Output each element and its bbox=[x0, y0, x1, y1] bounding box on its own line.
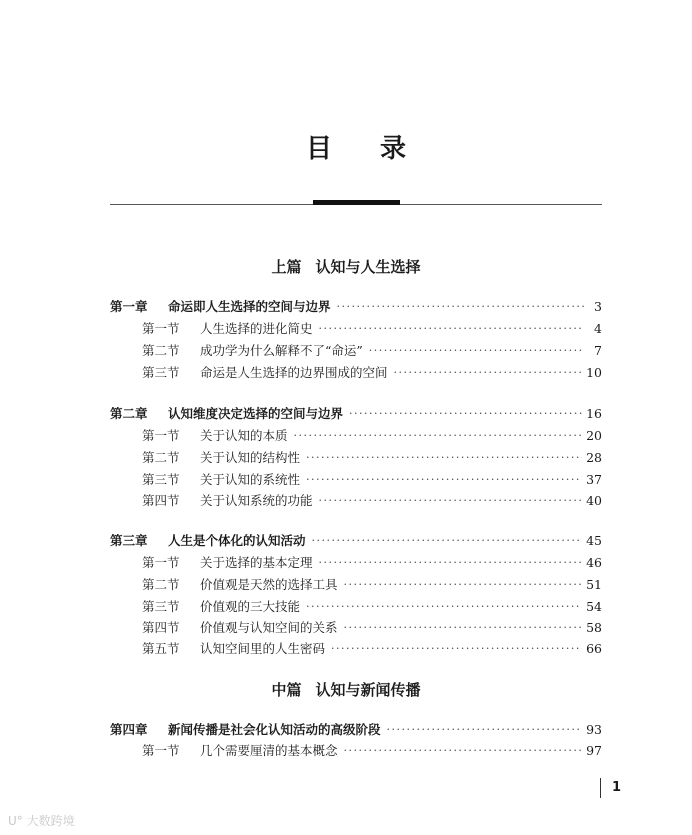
section-label: 第三节 bbox=[142, 599, 180, 614]
toc-section-entry[interactable] bbox=[110, 447, 602, 467]
dot-leader bbox=[337, 300, 584, 313]
dot-leader bbox=[312, 534, 583, 547]
section-title: 关于认知的本质 bbox=[200, 428, 288, 443]
section-title: 关于认知系统的功能 bbox=[200, 493, 313, 508]
page-ref: 28 bbox=[586, 449, 602, 465]
dot-leader bbox=[344, 744, 583, 757]
page-ref: 7 bbox=[594, 342, 602, 358]
dot-leader bbox=[319, 556, 583, 569]
heading-divider-accent bbox=[313, 200, 400, 205]
toc-heading-char-2: 录 bbox=[380, 134, 407, 164]
watermark-logo-icon: ᑌ° bbox=[8, 814, 23, 828]
section-label: 第三节 bbox=[142, 365, 180, 380]
watermark bbox=[8, 812, 75, 829]
dot-leader bbox=[349, 407, 582, 420]
toc-section-entry[interactable] bbox=[110, 552, 602, 572]
page-ref: 10 bbox=[586, 364, 602, 380]
toc-section-entry[interactable] bbox=[110, 740, 602, 760]
page-ref: 58 bbox=[586, 619, 602, 635]
dot-leader bbox=[331, 642, 582, 655]
toc-section-entry[interactable] bbox=[110, 469, 602, 489]
section-label: 第一节 bbox=[142, 555, 180, 570]
part-number: 中篇 bbox=[271, 681, 302, 699]
toc-chapter-entry[interactable] bbox=[110, 719, 602, 739]
chapter-label: 第一章 bbox=[110, 299, 148, 314]
toc-section-entry[interactable] bbox=[110, 425, 602, 445]
dot-leader bbox=[394, 366, 583, 379]
section-label: 第二节 bbox=[142, 450, 180, 465]
section-title: 人生选择的进化简史 bbox=[200, 321, 313, 336]
toc-chapter-entry[interactable] bbox=[110, 296, 602, 316]
dot-leader bbox=[306, 473, 582, 486]
page-ref: 3 bbox=[594, 298, 602, 314]
section-label: 第五节 bbox=[142, 641, 180, 656]
dot-leader bbox=[319, 322, 584, 335]
page-ref: 51 bbox=[586, 576, 602, 592]
part-title: 认知与新闻传播 bbox=[315, 681, 421, 699]
toc-section-entry[interactable] bbox=[110, 362, 602, 382]
section-title: 命运是人生选择的边界围成的空间 bbox=[200, 365, 388, 380]
section-label: 第一节 bbox=[142, 321, 180, 336]
section-title: 关于认知的结构性 bbox=[200, 450, 301, 465]
page-ref: 54 bbox=[586, 598, 602, 614]
dot-leader bbox=[344, 578, 583, 591]
section-title: 几个需要厘清的基本概念 bbox=[200, 743, 338, 758]
dot-leader bbox=[369, 344, 584, 357]
dot-leader bbox=[387, 723, 583, 736]
section-title: 成功学为什么解释不了“命运” bbox=[200, 343, 363, 358]
dot-leader bbox=[306, 451, 582, 464]
section-label: 第二节 bbox=[142, 577, 180, 592]
toc-heading-char-1: 目 bbox=[306, 134, 333, 164]
page-ref: 97 bbox=[586, 742, 602, 758]
chapter-title: 命运即人生选择的空间与边界 bbox=[168, 299, 331, 314]
section-title: 价值观与认知空间的关系 bbox=[200, 620, 338, 635]
part-heading bbox=[0, 256, 692, 277]
section-title: 认知空间里的人生密码 bbox=[200, 641, 326, 656]
toc-section-entry[interactable] bbox=[110, 617, 602, 637]
page-ref: 46 bbox=[586, 554, 602, 570]
part-number: 上篇 bbox=[271, 258, 302, 276]
chapter-title: 人生是个体化的认知活动 bbox=[168, 533, 306, 548]
chapter-label: 第二章 bbox=[110, 406, 148, 421]
page-ref: 20 bbox=[586, 427, 602, 443]
dot-leader bbox=[306, 600, 582, 613]
page-ref: 4 bbox=[594, 320, 602, 336]
page-ref: 45 bbox=[586, 532, 602, 548]
section-label: 第四节 bbox=[142, 493, 180, 508]
page-ref: 16 bbox=[586, 405, 602, 421]
chapter-title: 认知维度决定选择的空间与边界 bbox=[168, 406, 344, 421]
part-title: 认知与人生选择 bbox=[315, 258, 421, 276]
section-label: 第二节 bbox=[142, 343, 180, 358]
section-title: 价值观的三大技能 bbox=[200, 599, 301, 614]
footer-divider bbox=[600, 778, 601, 798]
section-label: 第一节 bbox=[142, 743, 180, 758]
section-label: 第三节 bbox=[142, 472, 180, 487]
toc-section-entry[interactable] bbox=[110, 596, 602, 616]
page-number: 1 bbox=[612, 780, 622, 795]
toc-chapter-entry[interactable] bbox=[110, 403, 602, 423]
toc-section-entry[interactable] bbox=[110, 318, 602, 338]
toc-section-entry[interactable] bbox=[110, 574, 602, 594]
dot-leader bbox=[294, 429, 583, 442]
section-title: 关于选择的基本定理 bbox=[200, 555, 313, 570]
part-heading bbox=[0, 679, 692, 700]
chapter-label: 第三章 bbox=[110, 533, 148, 548]
page-ref: 93 bbox=[586, 721, 602, 737]
toc-section-entry[interactable] bbox=[110, 638, 602, 658]
toc-chapter-entry[interactable] bbox=[110, 530, 602, 550]
toc-section-entry[interactable] bbox=[110, 490, 602, 510]
page-ref: 66 bbox=[586, 640, 602, 656]
section-title: 关于认知的系统性 bbox=[200, 472, 301, 487]
section-label: 第一节 bbox=[142, 428, 180, 443]
toc-section-entry[interactable] bbox=[110, 340, 602, 360]
dot-leader bbox=[344, 621, 583, 634]
section-title: 价值观是天然的选择工具 bbox=[200, 577, 338, 592]
dot-leader bbox=[319, 494, 583, 507]
chapter-title: 新闻传播是社会化认知活动的高级阶段 bbox=[168, 722, 381, 737]
section-label: 第四节 bbox=[142, 620, 180, 635]
watermark-text: 大数跨境 bbox=[26, 814, 75, 828]
page-ref: 37 bbox=[586, 471, 602, 487]
chapter-label: 第四章 bbox=[110, 722, 148, 737]
page-ref: 40 bbox=[586, 492, 602, 508]
